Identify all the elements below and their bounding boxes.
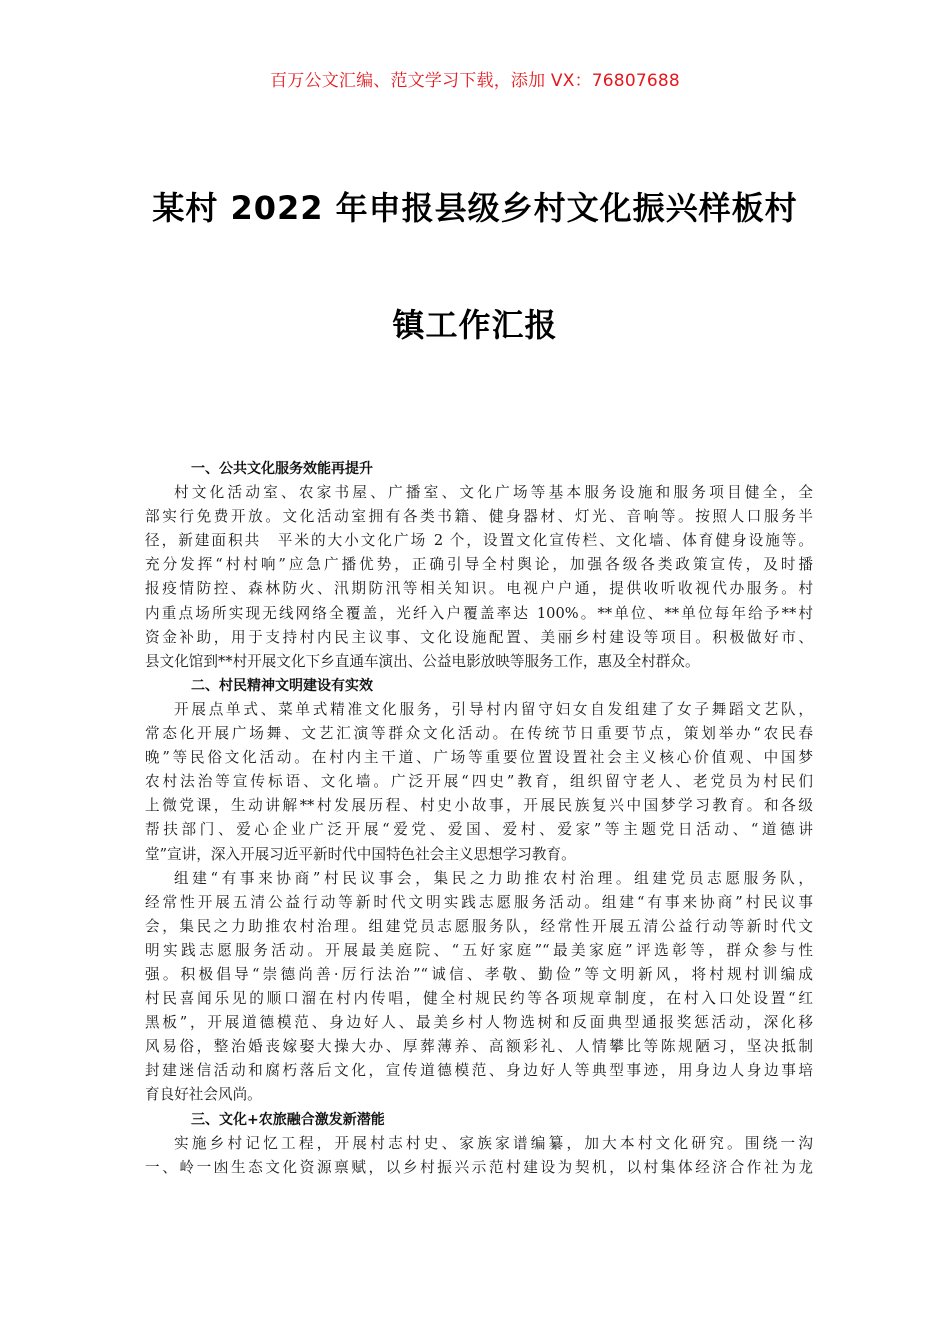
paragraph-line: 育良好社会风尚。 — [145, 1086, 262, 1104]
paragraph-line: 径，新建面积共 平米的大小文化广场 2 个，设置文化宣传栏、文化墙、体育健身设施等。 — [145, 532, 813, 550]
section-heading: 三、文化+农旅融合激发新潜能 — [191, 1111, 385, 1128]
paragraph-line: 村文化活动室、农家书屋、广播室、文化广场等基本服务设施和服务项目健全，全 — [174, 484, 813, 502]
paragraph-line: 常态化开展广场舞、文艺汇演等群众文化活动。在传统节日重要节点，策划举办“农民春 — [145, 725, 813, 743]
paragraph-line: 农村法治等宣传标语、文化墙。广泛开展“四史”教育，组织留守老人、老党员为村民们 — [145, 773, 813, 791]
paragraph-line: 报疫情防控、森林防火、汛期防汛等相关知识。电视户户通，提供收听收视代办服务。村 — [145, 580, 813, 598]
section-heading: 二、村民精神文明建设有实效 — [191, 677, 373, 694]
paragraph-line: 实施乡村记忆工程，开展村志村史、家族家谱编纂，加大本村文化研究。围绕一沟 — [174, 1134, 813, 1152]
paragraph-line: 会，集民之力助推农村治理。组建党员志愿服务队，经常性开展五清公益行动等新时代文 — [145, 917, 813, 935]
paragraph-line: 充分发挥“村村响”应急广播优势，正确引导全村舆论，加强各级各类政策宣传，及时播 — [145, 556, 813, 574]
paragraph-line: 村民喜闻乐见的顺口溜在村内传唱，健全村规民约等各项规章制度，在村入口处设置“红 — [145, 990, 813, 1008]
paragraph-line: 晚”等民俗文化活动。在村内主干道、广场等重要位置设置社会主义核心价值观、中国梦 — [145, 749, 813, 767]
paragraph-line: 明实践志愿服务活动。开展最美庭院、“五好家庭”“最美家庭”评选彰等，群众参与性 — [145, 941, 813, 959]
paragraph-line: 封建迷信活动和腐朽落后文化，宣传道德模范、身边好人等典型事迹，用身边人身边事培 — [145, 1062, 813, 1080]
document-body — [145, 457, 813, 1180]
paragraph-line: 风易俗，整治婚丧嫁娶大操大办、厚葬薄养、高额彩礼、人情攀比等陈规陋习，坚决抵制 — [145, 1038, 813, 1056]
document-title-line-1: 某村 2022 年申报县级乡村文化振兴样板村 — [152, 189, 798, 227]
paragraph-line: 资金补助，用于支持村内民主议事、文化设施配置、美丽乡村建设等项目。积极做好市、 — [145, 628, 813, 646]
paragraph-line: 内重点场所实现无线网络全覆盖，光纤入户覆盖率达 100%。**单位、**单位每年给予**村 — [145, 604, 813, 622]
section-heading: 一、公共文化服务效能再提升 — [191, 461, 373, 477]
document-title-line-2: 镇工作汇报 — [392, 306, 558, 344]
paragraph-line: 组建“有事来协商”村民议事会，集民之力助推农村治理。组建党员志愿服务队， — [174, 869, 813, 887]
paragraph-line: 一、岭一凼生态文化资源禀赋，以乡村振兴示范村建设为契机，以村集体经济合作社为龙 — [145, 1158, 813, 1176]
paragraph-line: 上微党课，生动讲解**村发展历程、村史小故事，开展民族复兴中国梦学习教育。和各级 — [145, 797, 813, 815]
paragraph-line: 帮扶部门、爱心企业广泛开展“爱党、爱国、爱村、爱家”等主题党日活动、“道德讲 — [145, 821, 813, 839]
paragraph-line: 县文化馆到**村开展文化下乡直通车演出、公益电影放映等服务工作，惠及全村群众。 — [145, 652, 700, 670]
paragraph-line: 部实行免费开放。文化活动室拥有各类书籍、健身器材、灯光、音响等。按照人口服务半 — [145, 508, 813, 526]
watermark-banner: 百万公文汇编、范文学习下载，添加 VX：76807688 — [270, 71, 680, 91]
paragraph-line: 强。积极倡导“崇德尚善·厉行法治”“诚信、孝敬、勤俭”等文明新风，将村规村训编成 — [145, 965, 813, 983]
paragraph-line: 黑板”，开展道德模范、身边好人、最美乡村人物选树和反面典型通报奖惩活动，深化移 — [145, 1014, 813, 1032]
paragraph-line: 开展点单式、菜单式精准文化服务，引导村内留守妇女自发组建了女子舞蹈文艺队， — [174, 700, 813, 718]
paragraph-line: 经常性开展五清公益行动等新时代文明实践志愿服务活动。组建“有事来协商”村民议事 — [145, 893, 813, 911]
paragraph-line: 堂”宣讲，深入开展习近平新时代中国特色社会主义思想学习教育。 — [145, 845, 576, 863]
